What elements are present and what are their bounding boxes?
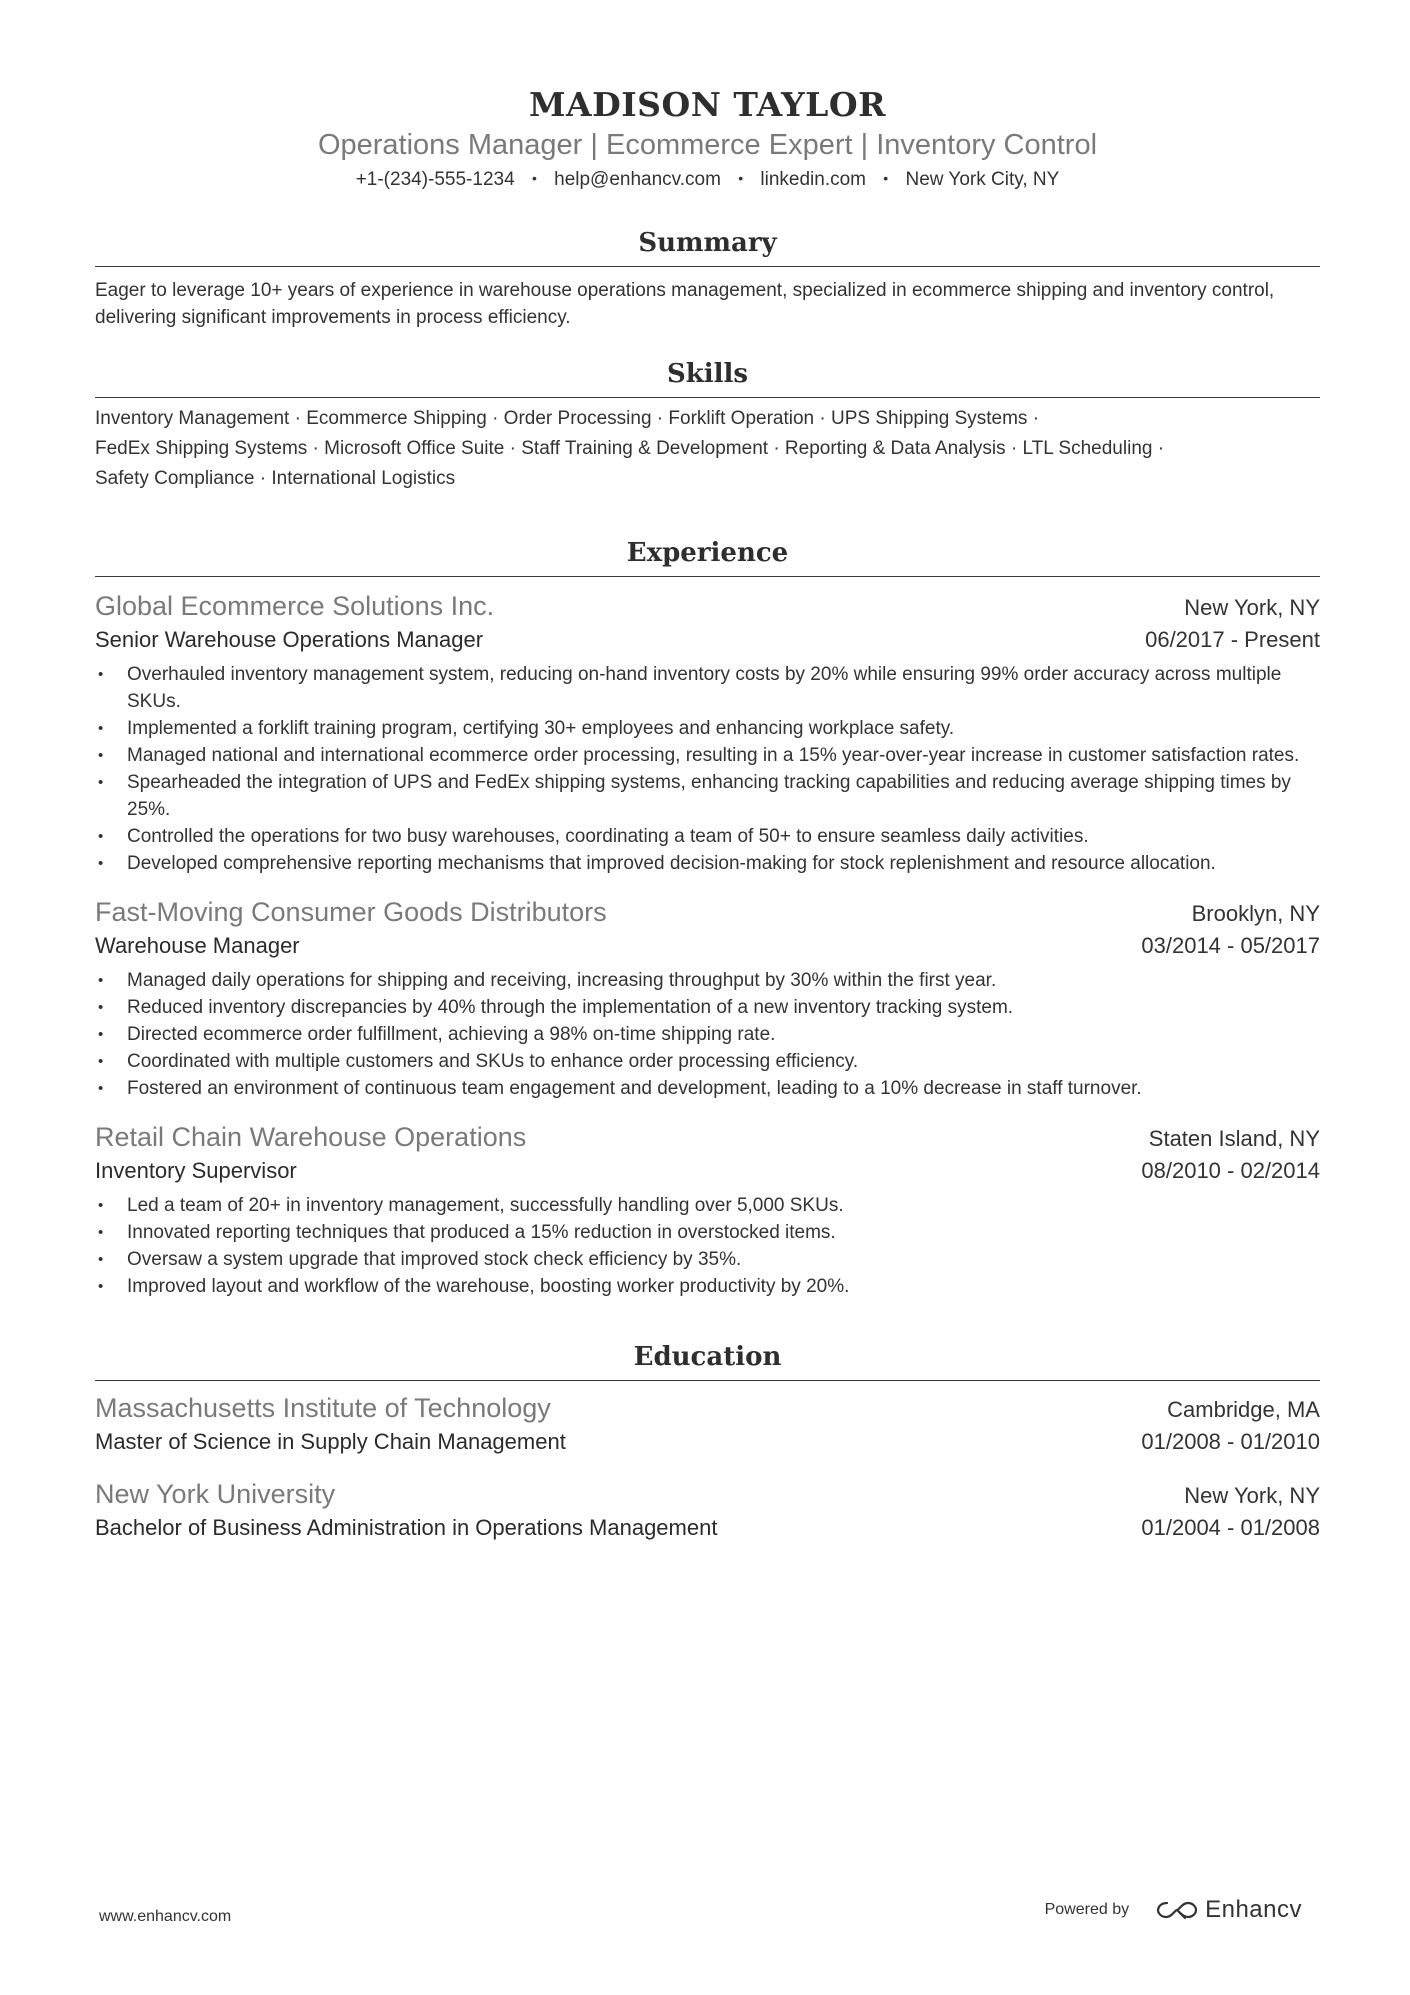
education-dates: 01/2008 - 01/2010 (1141, 1429, 1320, 1454)
job-bullet: • Innovated reporting techniques that produced a 15% reduction in overstocked items. (95, 1219, 1320, 1246)
contact-phone: +1-(234)-555-1234 (355, 169, 515, 190)
school-location: New York, NY (1184, 1483, 1320, 1508)
job-bullets (95, 1192, 1320, 1300)
section-title-education: Education (95, 1340, 1320, 1381)
degree-name: Master of Science in Supply Chain Management (95, 1429, 566, 1454)
powered-by-label: Powered by (1044, 1901, 1130, 1918)
summary-text: Eager to leverage 10+ years of experience in warehouse operations management, specialized in ecommerce shipping and inventory control, delivering significant improvements in process efficiency. (95, 280, 1275, 328)
job-bullet: • Implemented a forklift training program, certifying 30+ employees and enhancing workplace safety. (95, 715, 1320, 742)
contact-line (95, 166, 1320, 192)
job-bullet: • Managed national and international ecommerce order processing, resulting in a 15% year-over-year increase in customer satisfaction rates. (95, 742, 1320, 769)
job-bullet: • Improved layout and workflow of the warehouse, boosting worker productivity by 20%. (95, 1273, 1320, 1300)
job-location: New York, NY (1184, 595, 1320, 620)
experience-entry (95, 895, 1320, 1102)
education-section (95, 1340, 1320, 1543)
skills-section (95, 357, 1320, 494)
resume-header (95, 84, 1320, 192)
contact-separator: • (531, 170, 537, 186)
job-dates: 06/2017 - Present (1145, 627, 1320, 652)
school-location: Cambridge, MA (1167, 1397, 1320, 1422)
education-entry (95, 1477, 1320, 1543)
job-bullet: • Managed daily operations for shipping and receiving, increasing throughput by 30% within the first year. (95, 967, 1320, 994)
job-bullet: • Spearheaded the integration of UPS and FedEx shipping systems, enhancing tracking capabilities and reducing average shipping times by 25%. (95, 769, 1320, 823)
experience-entry (95, 1120, 1320, 1300)
job-bullet: • Coordinated with multiple customers and SKUs to enhance order processing efficiency. (95, 1048, 1320, 1075)
job-bullet: • Overhauled inventory management system, reducing on-hand inventory costs by 20% while ensuring 99% order accuracy across multiple SKUs. (95, 661, 1320, 715)
skills-line: Inventory Management · Ecommerce Shipping · Order Processing · Forklift Operation · UPS Shipping Systems · (95, 408, 1040, 429)
job-dates: 08/2010 - 02/2014 (1141, 1158, 1320, 1183)
summary-section (95, 226, 1320, 331)
candidate-name: MADISON TAYLOR (528, 85, 887, 124)
brand-name: Enhancv (1205, 1896, 1302, 1923)
skills-line: Safety Compliance · International Logistics (95, 468, 456, 489)
job-dates: 03/2014 - 05/2017 (1141, 933, 1320, 958)
experience-entry (95, 589, 1320, 877)
job-title: Inventory Supervisor (95, 1158, 297, 1183)
contact-linkedin: linkedin.com (760, 169, 867, 190)
resume-content (95, 84, 1320, 1543)
job-bullet: • Reduced inventory discrepancies by 40% through the implementation of a new inventory tracking system. (95, 994, 1320, 1021)
company-name: Fast-Moving Consumer Goods Distributors (95, 897, 607, 927)
footer-website-link[interactable]: www.enhancv.com (99, 1908, 232, 1925)
experience-section (95, 536, 1320, 1300)
company-name: Global Ecommerce Solutions Inc. (95, 591, 495, 621)
section-title-summary: Summary (95, 226, 1320, 267)
contact-location: New York City, NY (905, 169, 1060, 190)
education-dates: 01/2004 - 01/2008 (1141, 1515, 1320, 1540)
school-name: Massachusetts Institute of Technology (95, 1393, 551, 1423)
contact-email: help@enhancv.com (554, 169, 721, 190)
degree-name: Bachelor of Business Administration in Operations Management (95, 1515, 718, 1540)
enhancv-brand-link[interactable] (1155, 1896, 1302, 1924)
candidate-headline: Operations Manager | Ecommerce Expert | Inventory Control (317, 129, 1098, 161)
job-bullet: • Oversaw a system upgrade that improved stock check efficiency by 35%. (95, 1246, 1320, 1273)
education-entry (95, 1391, 1320, 1457)
job-location: Brooklyn, NY (1191, 901, 1320, 926)
job-bullet: • Developed comprehensive reporting mechanisms that improved decision-making for stock replenishment and resource allocation. (95, 850, 1320, 877)
job-bullets (95, 661, 1320, 877)
job-bullets (95, 967, 1320, 1102)
section-title-experience: Experience (95, 536, 1320, 577)
contact-separator: • (738, 170, 744, 186)
company-name: Retail Chain Warehouse Operations (95, 1122, 527, 1152)
footer-branding (1045, 1896, 1302, 1924)
contact-separator: • (883, 170, 889, 186)
job-bullet: • Controlled the operations for two busy warehouses, coordinating a team of 50+ to ensure seamless daily activities. (95, 823, 1320, 850)
section-title-skills: Skills (95, 357, 1320, 398)
job-title: Warehouse Manager (95, 933, 300, 958)
job-bullet: • Led a team of 20+ in inventory management, successfully handling over 5,000 SKUs. (95, 1192, 1320, 1219)
job-bullet: • Directed ecommerce order fulfillment, achieving a 98% on-time shipping rate. (95, 1021, 1320, 1048)
skills-line: FedEx Shipping Systems · Microsoft Office Suite · Staff Training & Development · Reporting & Data Analysis · LTL Scheduling · (95, 438, 1165, 459)
job-location: Staten Island, NY (1148, 1126, 1320, 1151)
job-title: Senior Warehouse Operations Manager (95, 627, 484, 652)
job-bullet: • Fostered an environment of continuous team engagement and development, leading to a 10% decrease in staff turnover. (95, 1075, 1320, 1102)
skills-list (95, 404, 1320, 494)
enhancv-logo-icon (1155, 1899, 1199, 1921)
school-name: New York University (95, 1479, 336, 1509)
